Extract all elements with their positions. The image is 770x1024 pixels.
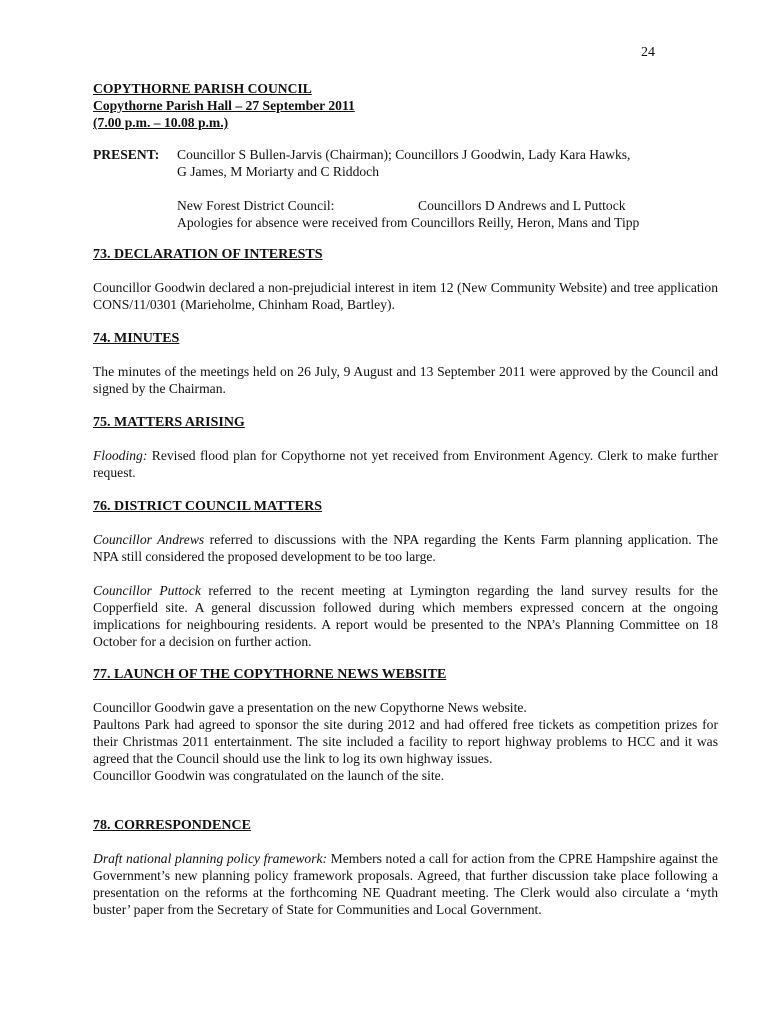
document-header (93, 80, 355, 131)
section-78 (93, 817, 718, 935)
present-line-2: G James, M Moriarty and C Riddoch (177, 164, 379, 179)
meeting-venue-date: Copythorne Parish Hall – 27 September 2011 (93, 98, 355, 113)
apologies-line: Apologies for absence were received from Councillors Reilly, Heron, Mans and Tipp (177, 215, 640, 230)
section-75-text: Revised flood plan for Copythorne not yet received from Environment Agency. Clerk to make further request. (93, 448, 718, 480)
nfdc-line (177, 197, 718, 214)
section-77 (93, 666, 718, 801)
section-78-text: Members noted a call for action from the CPRE Hampshire against the Government’s new planning policy framework proposals. Agreed, that further discussion take place following a presentation on the reforms at the forthcoming NE Quadrant meeting. The Clerk would also circulate a ‘myth buster’ paper from the Secretary of State for Communities and Local Government. (93, 851, 718, 917)
section-77-paragraph-1: Councillor Goodwin gave a presentation on the new Copythorne News website. (93, 700, 527, 715)
present-label: PRESENT: (93, 147, 160, 162)
attendance-text (177, 146, 718, 231)
section-75-title: 75. MATTERS ARISING (93, 415, 245, 430)
meeting-time: (7.00 p.m. – 10.08 p.m.) (93, 115, 229, 130)
section-74-title: 74. MINUTES (93, 331, 180, 346)
section-75 (93, 414, 718, 498)
section-73-text: Councillor Goodwin declared a non-prejudicial interest in item 12 (New Community Website) and tree application CONS/11/0301 (Marieholme, Chinham Road, Bartley). (93, 280, 718, 312)
section-76-title: 76. DISTRICT COUNCIL MATTERS (93, 499, 322, 514)
section-76-paragraph-1 (93, 531, 718, 565)
section-78-lead: Draft national planning policy framework: (93, 851, 328, 866)
section-77-title: 77. LAUNCH OF THE COPYTHORNE NEWS WEBSITE (93, 667, 447, 682)
section-74-text: The minutes of the meetings held on 26 July, 9 August and 13 September 2011 were approved by the Council and signed by the Chairman. (93, 364, 718, 396)
section-76-paragraph-2 (93, 582, 718, 650)
section-74 (93, 330, 718, 414)
section-77-paragraph-3: Councillor Goodwin was congratulated on the launch of the site. (93, 768, 445, 783)
section-75-lead: Flooding: (93, 448, 148, 463)
section-76-p1-lead: Councillor Andrews (93, 532, 205, 547)
section-76-p1-text: referred to discussions with the NPA regarding the Kents Farm planning application. The NPA still considered the proposed development to be too large. (93, 532, 718, 564)
section-73 (93, 246, 718, 330)
present-line-1: Councillor S Bullen-Jarvis (Chairman); Councillors J Goodwin, Lady Kara Hawks, (177, 147, 631, 162)
section-77-paragraph-2: Paultons Park had agreed to sponsor the site during 2012 and had offered free tickets as competition prizes for their Christmas 2011 entertainment. The site included a facility to report highway problems to HCC and it was agreed that the Council should use the link to log its own highway issues. (93, 717, 718, 766)
nfdc-label: New Forest District Council: (177, 198, 335, 213)
section-73-title: 73. DECLARATION OF INTERESTS (93, 247, 323, 262)
page-number: 24 (641, 45, 655, 60)
section-78-title: 78. CORRESPONDENCE (93, 818, 251, 833)
section-76 (93, 498, 718, 667)
section-75-paragraph (93, 447, 718, 481)
section-76-p2-lead: Councillor Puttock (93, 583, 201, 598)
council-name: COPYTHORNE PARISH COUNCIL (93, 81, 312, 96)
section-76-p2-text: referred to the recent meeting at Lymington regarding the land survey results for the Copperfield site. A general discussion followed during which members expressed concern at the ongoing implications for neighbouring residents. A report would be presented to the NPA’s Planning Committee on 18 October for a decision on further action. (93, 583, 719, 649)
section-78-paragraph (93, 850, 718, 918)
nfdc-members: Councillors D Andrews and L Puttock (418, 198, 626, 213)
